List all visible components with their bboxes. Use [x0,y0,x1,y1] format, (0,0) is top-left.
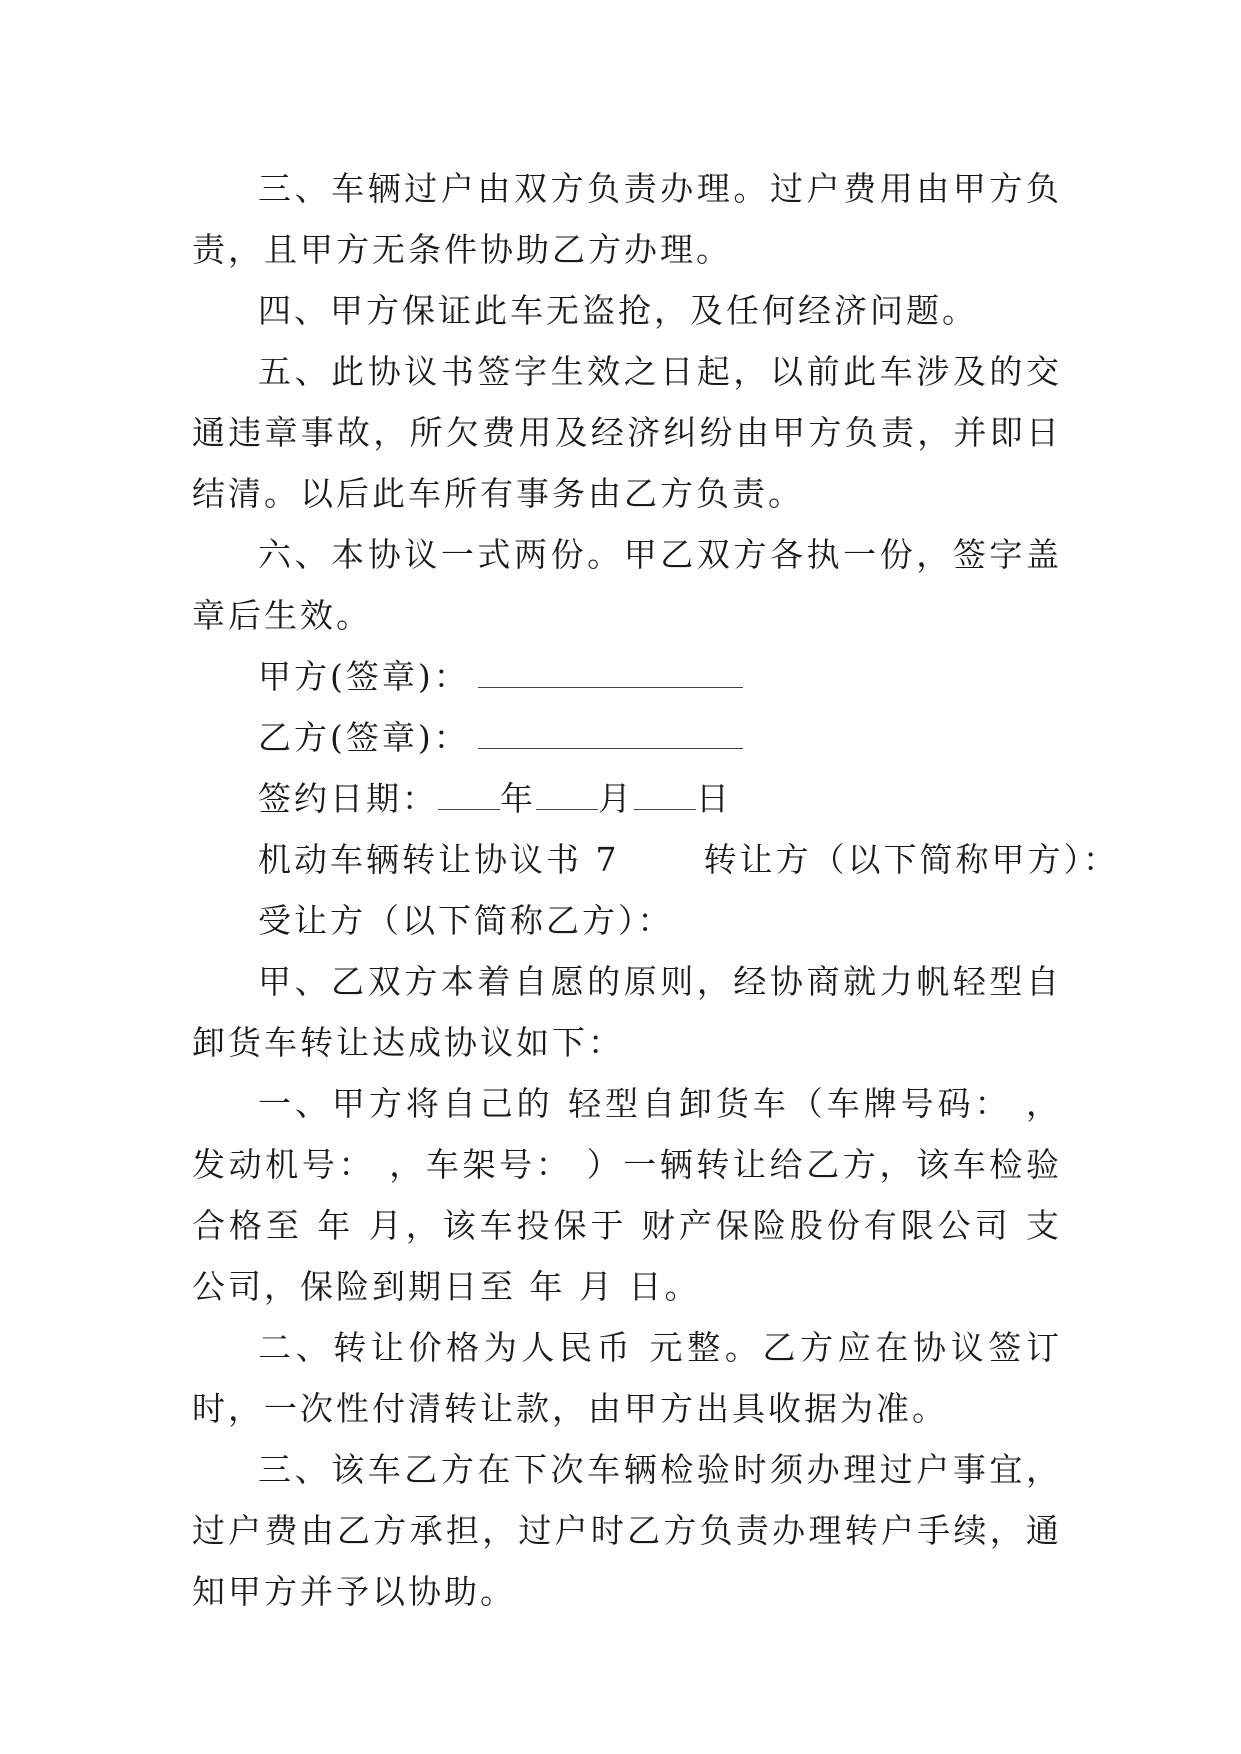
party-a-signature-line [192,646,1062,707]
document-body [192,158,1119,1622]
day-blank [634,769,696,810]
year-blank [438,769,500,810]
sign-date-label: 签约日期： [258,779,438,818]
sign-date-line [192,768,1062,829]
month-blank [536,769,598,810]
party-a-signature-blank [478,647,743,688]
day-label: 日 [696,779,732,818]
clause-5-liability: 五、此协议书签字生效之日起，以前此车涉及的交通违章事故，所欠费用及经济纠纷由甲方负责，并即日结清。以后此车所有事务由乙方负责。 [192,352,1062,513]
agreement-title-line [192,829,1119,890]
party-b-signature-line [192,707,1062,768]
transferee-label: 受让方（以下简称乙方）： [258,901,674,940]
clause-6-copies: 六、本协议一式两份。甲乙双方各执一份，签字盖章后生效。 [192,535,1062,635]
article-2-price: 二、转让价格为人民币 元整。乙方应在协议签订时，一次性付清转让款，由甲方出具收据为准。 [192,1328,1062,1428]
clause-3-transfer: 三、车辆过户由双方负责办理。过户费用由甲方负责，且甲方无条件协助乙方办理。 [192,169,1062,269]
transferee-line [192,890,1062,951]
party-b-label: 乙方(签章)： [258,718,470,757]
party-b-signature-blank [478,708,743,749]
year-label: 年 [500,779,536,818]
party-a-label: 甲方(签章)： [258,657,470,696]
article-1-vehicle: 一、甲方将自己的 轻型自卸货车（车牌号码： ，发动机号： ，车架号： ）一辆转让给乙方，该车检验合格至 年 月，该车投保于 财产保险股份有限公司 支公司，保险到期日至 年 月 日。 [192,1084,1062,1306]
transferor-label: 转让方（以下简称甲方）： [703,840,1119,879]
article-3-registration: 三、该车乙方在下次车辆检验时须办理过户事宜，过户费由乙方承担，过户时乙方负责办理转户手续，通知甲方并予以协助。 [192,1450,1062,1611]
month-label: 月 [598,779,634,818]
agreement-title: 机动车辆转让协议书 7 [258,840,620,879]
agreement-preamble: 甲、乙双方本着自愿的原则，经协商就力帆轻型自卸货车转让达成协议如下： [192,962,1062,1062]
clause-4-guarantee: 四、甲方保证此车无盗抢，及任何经济问题。 [258,291,978,330]
